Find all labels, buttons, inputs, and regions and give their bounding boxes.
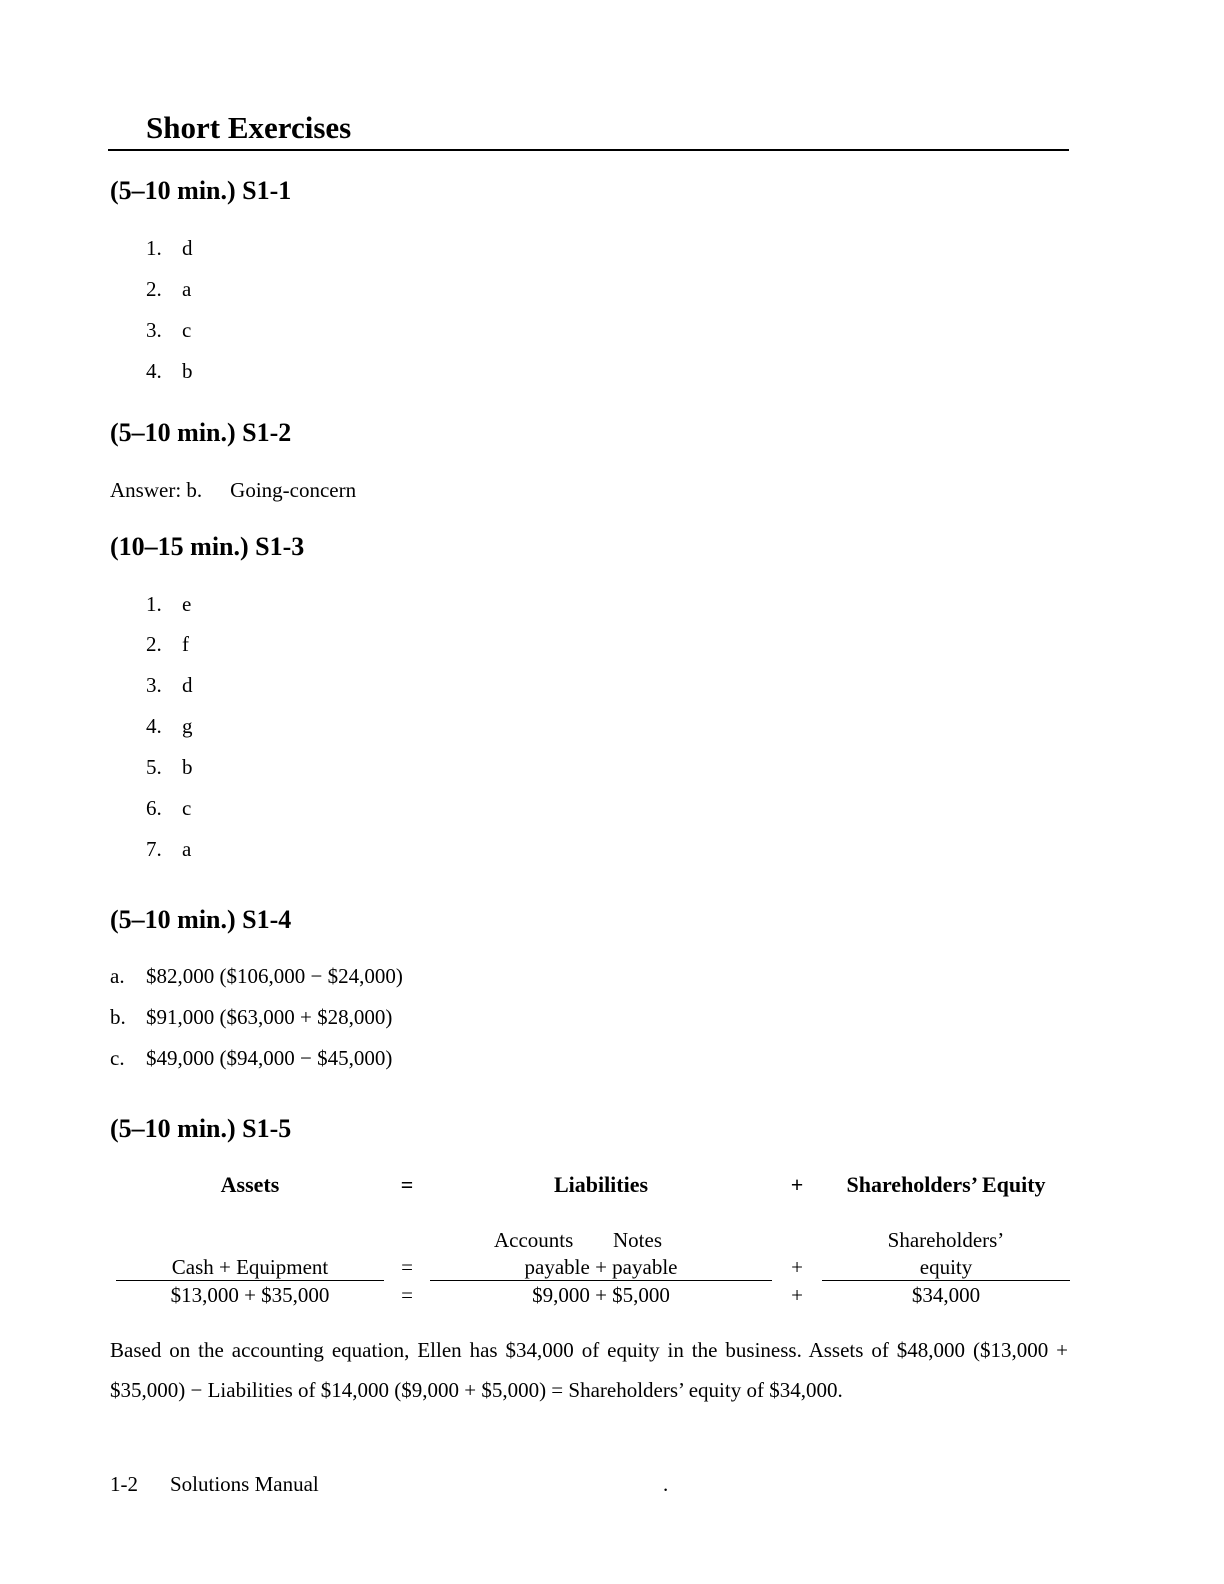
list-item: c. $49,000 ($94,000 − $45,000) <box>110 1046 393 1070</box>
answer-line: Answer: b. Going-concern <box>110 478 357 502</box>
underline-equity <box>822 1280 1070 1281</box>
list-item: 1. e <box>146 592 192 616</box>
value-equity: $34,000 <box>911 1283 981 1307</box>
sub-accounts: Accounts <box>494 1228 574 1252</box>
sub-shareholders: Shareholders’ <box>887 1228 1005 1252</box>
header-equals: = <box>400 1172 414 1197</box>
page-title: Short Exercises <box>146 110 352 145</box>
sub-equals: = <box>401 1255 413 1279</box>
footer-title: Solutions Manual <box>170 1472 319 1496</box>
header-assets: Assets <box>220 1172 280 1197</box>
section-heading-s1-2: (5–10 min.) S1-2 <box>110 418 292 447</box>
header-equity: Shareholders’ Equity <box>846 1172 1046 1197</box>
list-item: a. $82,000 ($106,000 − $24,000) <box>110 964 403 988</box>
list-item: 2. f <box>146 632 189 656</box>
sub-plus: + <box>791 1255 803 1279</box>
list-item: 6. c <box>146 796 192 820</box>
list-item: 4. g <box>146 714 193 738</box>
underline-assets <box>116 1280 384 1281</box>
list-item: b. $91,000 ($63,000 + $28,000) <box>110 1005 393 1029</box>
explanation-paragraph: Based on the accounting equation, Ellen has $34,000 of equity in the business. Assets of $48,000 ($13,000 + $35,000) − Liabilities of $14,000 ($9,000 + $5,000) = Shareholders’ equity of $34,000. <box>110 1338 1068 1402</box>
value-assets: $13,000 + $35,000 <box>170 1283 330 1307</box>
section-heading-s1-1: (5–10 min.) S1-1 <box>110 176 292 205</box>
value-equals: = <box>401 1283 413 1307</box>
list-item: 3. d <box>146 673 193 697</box>
list-item: 1. d <box>146 236 193 260</box>
list-item: 5. b <box>146 755 193 779</box>
title-rule <box>108 149 1069 151</box>
section-heading-s1-4: (5–10 min.) S1-4 <box>110 905 292 934</box>
header-liabilities: Liabilities <box>553 1172 649 1197</box>
list-item: 2. a <box>146 277 192 301</box>
sub-notes: Notes <box>613 1228 662 1252</box>
section-heading-s1-5: (5–10 min.) S1-5 <box>110 1114 292 1143</box>
list-item: 4. b <box>146 359 193 383</box>
underline-liabilities <box>430 1280 772 1281</box>
footer-page-number: 1-2 <box>110 1472 138 1496</box>
list-item: 7. a <box>146 837 192 861</box>
sub-equity: equity <box>919 1255 973 1279</box>
list-item: 3. c <box>146 318 192 342</box>
value-plus: + <box>791 1283 803 1307</box>
footer-dot: . <box>663 1472 669 1496</box>
header-plus: + <box>790 1172 804 1197</box>
section-heading-s1-3: (10–15 min.) S1-3 <box>110 532 305 561</box>
value-liabilities: $9,000 + $5,000 <box>532 1283 670 1307</box>
sub-cash-equipment: Cash + Equipment <box>171 1255 329 1279</box>
sub-payable: payable + payable <box>524 1255 678 1279</box>
